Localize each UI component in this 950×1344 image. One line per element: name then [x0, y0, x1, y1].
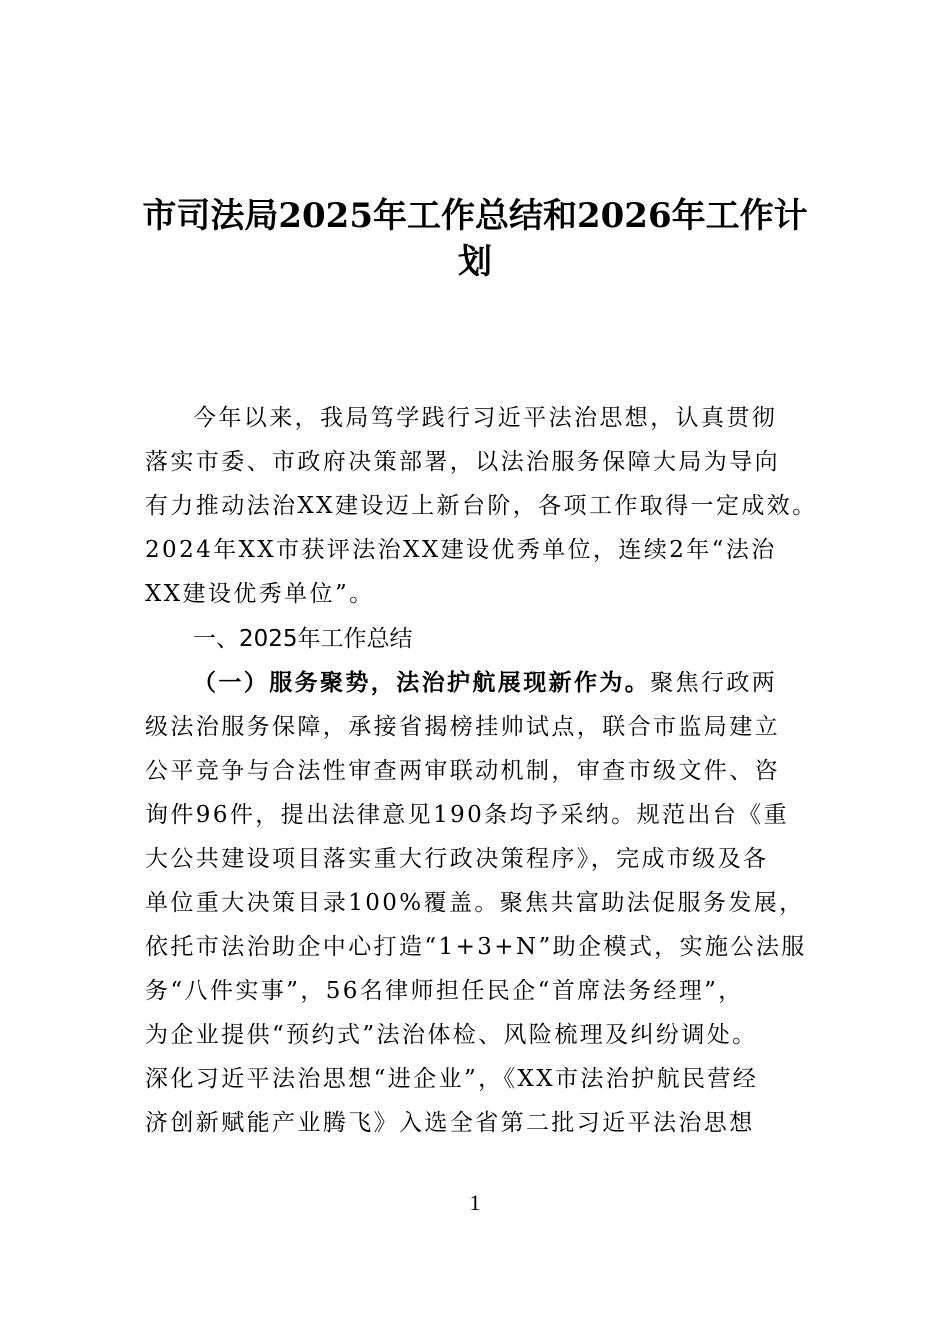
intro-paragraph-line: XX建设优秀单位”。 [145, 581, 375, 607]
subsection-1-first-line [193, 668, 810, 698]
subsection-1-line: 大公共建设项目落实重大行政决策程序》，完成市级及各 [145, 846, 769, 872]
subsection-1-line: 依托市法治助企中心打造“1+3+N”助企模式，实施公法服 [145, 934, 807, 960]
subsection-1-line: 深化习近平法治思想“进企业”，《XX市法治护航民营经 [145, 1066, 759, 1092]
subsection-1-line: 务“八件实事”，56名律师担任民企“首席法务经理”， [145, 978, 744, 1004]
subsection-1-line: 询件96件，提出法律意见190条均予采纳。规范出台《重 [145, 802, 789, 828]
document-title-line-1: 市司法局2025年工作总结和2026年工作计 [142, 196, 808, 236]
subsection-1-line: 为企业提供“预约式”法治体检、风险梳理及纠纷调处。 [145, 1022, 758, 1048]
intro-paragraph-line: 落实市委、市政府决策部署，以法治服务保障大局为导向 [145, 449, 780, 475]
document-title-line-2: 划 [458, 242, 492, 282]
subsection-1-heading: （一）服务聚势，法治护航展现新作为。 [193, 669, 651, 696]
subsection-1-line: 单位重大决策目录100%覆盖。聚焦共富助法促服务发展， [145, 890, 805, 916]
intro-paragraph-line: 有力推动法治XX建设迈上新台阶，各项工作取得一定成效。 [145, 493, 818, 519]
section-1-heading: 一、2025年工作总结 [193, 626, 413, 652]
subsection-1-line: 级法治服务保障，承接省揭榜挂帅试点，联合市监局建立 [145, 714, 780, 740]
subsection-1-first-line-text: 聚焦行政两 [650, 670, 778, 696]
intro-paragraph-line: 今年以来，我局笃学践行习近平法治思想，认真贯彻 [193, 405, 778, 431]
intro-paragraph-line: 2024年XX市获评法治XX建设优秀单位，连续2年“法治 [145, 537, 777, 563]
subsection-1-line: 公平竞争与合法性审查两审联动机制，审查市级文件、咨 [145, 758, 780, 784]
subsection-1-line: 济创新赋能产业腾飞》入选全省第二批习近平法治思想 [145, 1110, 755, 1136]
page-number: 1 [469, 1190, 481, 1215]
